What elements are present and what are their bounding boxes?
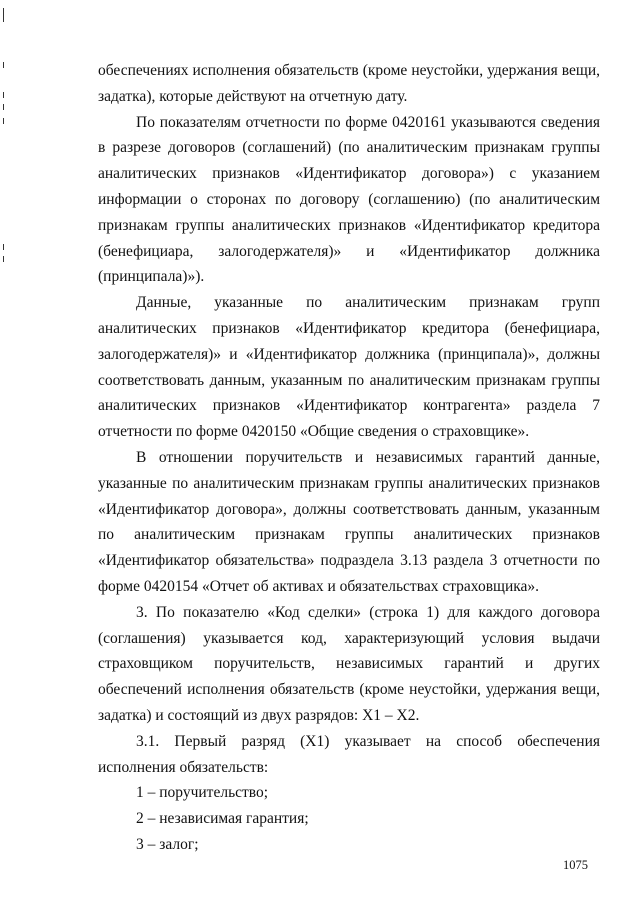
margin-mark xyxy=(3,62,4,68)
list-item: 3 – залог; xyxy=(136,835,199,853)
list-item: 1 – поручительство; xyxy=(136,784,269,802)
margin-mark xyxy=(3,92,4,98)
margin-mark xyxy=(3,118,4,124)
margin-mark xyxy=(3,104,4,110)
document-body xyxy=(98,58,600,858)
paragraph: В отношении поручительств и независимых гарантий данные, указанные по аналитическим признакам группы аналитических признаков «Идентификатор договора», должны соответствовать данным, указанным по аналитическим признакам группы аналитических признаков «Идентификатор обязательства» подраздела 3.13 раздела 3 отчетности по форме 0420154 «Отчет об активах и обязательствах страховщика». xyxy=(98,448,600,595)
margin-mark xyxy=(3,244,4,250)
paragraph: 3.1. Первый разряд (X1) указывает на способ обеспечения исполнения обязательств: xyxy=(98,732,600,776)
page-number: 1075 xyxy=(563,858,588,872)
margin-mark xyxy=(3,256,4,262)
margin-mark xyxy=(3,8,4,22)
paragraph: 3. По показателю «Код сделки» (строка 1) для каждого договора (соглашения) указывается код, характеризующий условия выдачи страховщиком поручительств, независимых гарантий и других обеспечений исполнения обязательств (кроме неустойки, удержания вещи, задатка) и состоящий из двух разрядов: X1 – X2. xyxy=(98,603,600,724)
list-item: 2 – независимая гарантия; xyxy=(136,810,309,828)
paragraph: По показателям отчетности по форме 0420161 указываются сведения в разрезе договоров (соглашений) (по аналитическим признакам группы аналитических признаков «Идентификатор договора») с указанием информации о сторонах по договору (соглашению) (по аналитическим признакам группы аналитических признаков «Идентификатор кредитора (бенефициара, залогодержателя)» и «Идентификатор должника (принципала)»). xyxy=(98,113,600,286)
paragraph: обеспечениях исполнения обязательств (кроме неустойки, удержания вещи, задатка), которые действуют на отчетную дату. xyxy=(98,62,600,105)
paragraph: Данные, указанные по аналитическим признакам групп аналитических признаков «Идентификатор кредитора (бенефициара, залогодержателя)» и «Идентификатор должника (принципала)», должны соответствовать данным, указанным по аналитическим признакам группы аналитических признаков «Идентификатор контрагента» раздела 7 отчетности по форме 0420150 «Общие сведения о страховщике». xyxy=(98,294,600,441)
